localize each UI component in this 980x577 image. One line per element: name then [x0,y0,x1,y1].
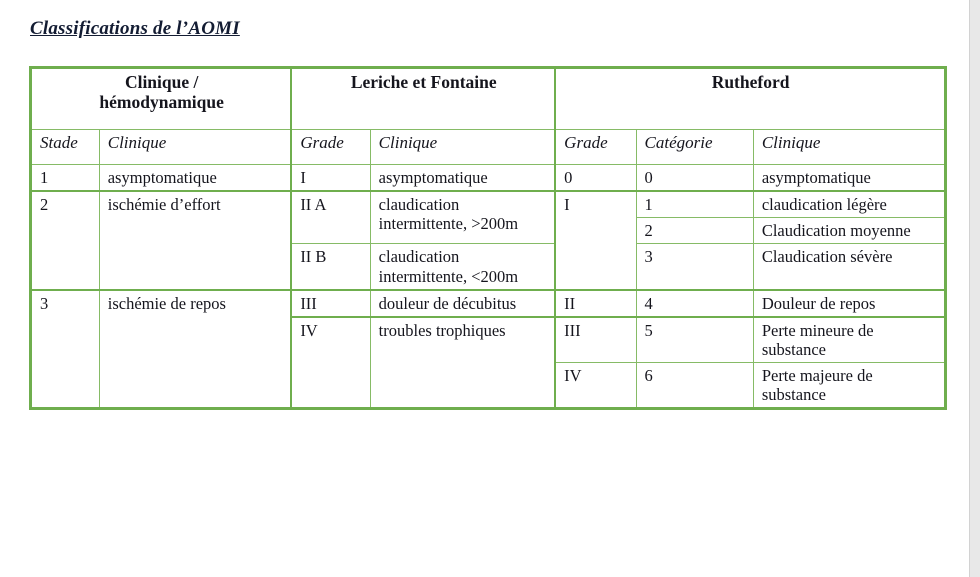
cell-r-grade: II [555,290,636,317]
cell-lf-clinique: asymptomatique [370,165,555,192]
cell-r-grade: 0 [555,165,636,192]
cell-stade: 3 [31,290,100,409]
table-row [31,165,946,192]
cell-lf-grade: III [291,290,370,317]
cell-r-categorie: 6 [636,363,753,409]
cell-r-categorie: 0 [636,165,753,192]
cell-r-clinique: Douleur de repos [753,290,945,317]
subheader-clinique-hemo: Clinique [99,130,291,165]
cell-lf-grade: IV [291,317,370,409]
cell-r-categorie: 5 [636,317,753,363]
cell-r-clinique: Claudication sévère [753,244,945,290]
table-group-header-row [31,68,946,130]
cell-clinique-hemo: asymptomatique [99,165,291,192]
cell-r-clinique: Perte majeure de substance [753,363,945,409]
cell-clinique-hemo: ischémie d’effort [99,191,291,290]
cell-r-categorie: 1 [636,191,753,218]
table-row [31,290,946,317]
cell-stade: 2 [31,191,100,290]
cell-r-clinique: asymptomatique [753,165,945,192]
group-header-rutheford: Rutheford [555,68,945,130]
page-edge-strip [970,0,980,577]
cell-r-grade: III [555,317,636,363]
subheader-lf-grade: Grade [291,130,370,165]
cell-lf-grade: II B [291,244,370,290]
cell-lf-grade: II A [291,191,370,244]
cell-r-clinique: Claudication moyenne [753,218,945,244]
group-header-line1: Clinique / [124,72,199,92]
cell-r-categorie: 4 [636,290,753,317]
cell-r-clinique: claudication légère [753,191,945,218]
cell-lf-grade: I [291,165,370,192]
cell-lf-clinique: claudication intermittente, >200m [370,191,555,244]
group-header-clinique-hemodynamique [31,68,292,130]
subheader-r-clinique: Clinique [753,130,945,165]
cell-lf-clinique: troubles trophiques [370,317,555,409]
subheader-stade: Stade [31,130,100,165]
cell-clinique-hemo: ischémie de repos [99,290,291,409]
cell-r-grade: IV [555,363,636,409]
group-header-leriche-fontaine: Leriche et Fontaine [291,68,555,130]
cell-r-categorie: 3 [636,244,753,290]
cell-lf-clinique: douleur de décubitus [370,290,555,317]
aomi-classifications-table [29,66,947,410]
subheader-r-grade: Grade [555,130,636,165]
cell-r-clinique: Perte mineure de substance [753,317,945,363]
cell-stade: 1 [31,165,100,192]
subheader-lf-clinique: Clinique [370,130,555,165]
cell-r-grade: I [555,191,636,290]
cell-lf-clinique: claudication intermittente, <200m [370,244,555,290]
table-row [31,191,946,218]
cell-r-categorie: 2 [636,218,753,244]
page-edge-line [969,0,970,577]
table-subheader-row [31,130,946,165]
page-title: Classifications de l’AOMI [30,18,240,39]
subheader-r-categorie: Catégorie [636,130,753,165]
group-header-line2: hémodynamique [99,92,224,113]
